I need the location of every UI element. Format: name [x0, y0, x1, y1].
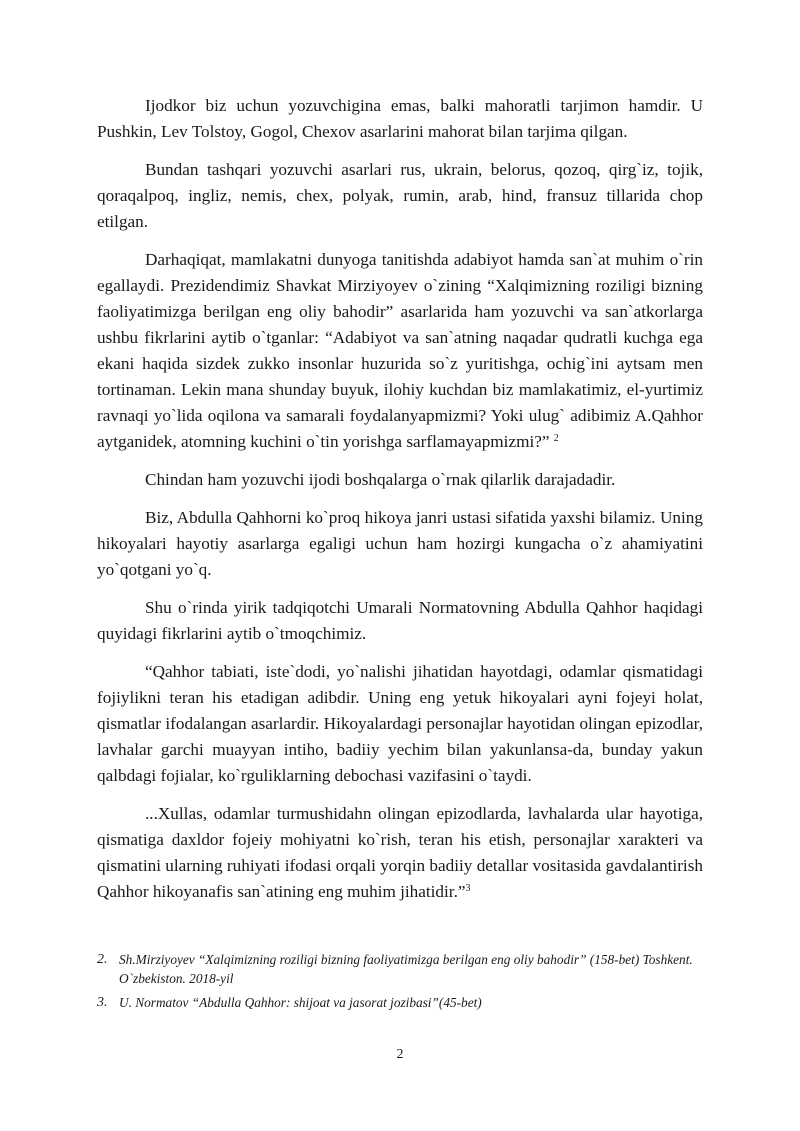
- paragraph: [97, 157, 703, 235]
- paragraph: [97, 93, 703, 145]
- paragraph: [97, 659, 703, 789]
- document-body: [97, 93, 703, 917]
- footnote-text: Sh.Mirziyoyev “Xalqimizning roziligi bizning faoliyatimizga berilgan eng oliy bahodir” (158-bet) Toshkent. O`zbekiston. 2018-yil: [119, 952, 693, 986]
- footnote: [97, 993, 703, 1012]
- footnote-number: 2.: [97, 952, 108, 967]
- paragraph-text: “Qahhor tabiati, iste`dodi, yo`nalishi jihatidan hayotdagi, odamlar qismatidagi fojiylikni teran his etadigan adibdir. Uning eng yetuk hikoyalari ayni fojeyi holat, qismatlar ifodalangan asarlardir. Hikoyalardagi personajlar hayotidan olingan epizodlar, lavhalar garchi muayyan intiho, badiiy yechim bilan yakunlansa-da, bunday yakun qalbdagi fojialar, ko`rguliklarning debochasi vazifasini o`taydi.: [97, 662, 703, 785]
- paragraph-text: ...Xullas, odamlar turmushidahn olingan epizodlarda, lavhalarda ular hayotiga, qismatiga daxldor fojeiy mohiyatni ko`rish, teran his etish, personajlar xarakteri va qismatini ularning ruhiyati ifodasi orqali yorqin badiiy detallar vositasida gavdalantirish Qahhor hikoyanafis san`atining eng muhim jihatidir.”: [97, 804, 703, 901]
- footnote-number: 3.: [97, 995, 108, 1010]
- paragraph: [97, 595, 703, 647]
- page-number: 2: [396, 1047, 404, 1062]
- footnote: [97, 950, 703, 988]
- paragraph-text: Darhaqiqat, mamlakatni dunyoga tanitishda adabiyot hamda san`at muhim o`rin egallaydi. Prezidendimiz Shavkat Mirziyoyev o`zining “Xalqimizning roziligi bizning faoliyatimizga berilgan eng oliy bahodir” asarlarida ham yozuvchi va san`atkorlarga ushbu fikrlarini aytib o`tganlar: “Adabiyot va san`atning naqadar qudratli kuchga ega ekani haqida sizdek zukko insonlar huzurida so`z yuritishga, ochig`ini aytsam men tortinaman. Lekin mana shunday buyuk, ilohiy kuchdan biz mamlakatimiz, el-yurtimiz ravnaqi yo`lida oqilona va samarali foydalanyapmizmi? Yoki ulug` adibimiz A.Qahhor aytganidek, atomning kuchini o`tin yorishga sarflamayapmizmi?”: [97, 250, 703, 451]
- paragraph-text: Ijodkor biz uchun yozuvchigina emas, balki mahoratli tarjimon hamdir. U Pushkin, Lev Tolstoy, Gogol, Chexov asarlarini mahorat bilan tarjima qilgan.: [97, 96, 703, 141]
- footnote-ref: 3: [465, 883, 471, 894]
- paragraph: [97, 505, 703, 583]
- paragraph-text: Bundan tashqari yozuvchi asarlari rus, ukrain, belorus, qozoq, qirg`iz, tojik, qoraqalpoq, ingliz, nemis, chex, polyak, rumin, arab, hind, fransuz tillarida chop etilgan.: [97, 160, 703, 231]
- footnote-ref: 2: [553, 433, 559, 444]
- paragraph-text: Shu o`rinda yirik tadqiqotchi Umarali Normatovning Abdulla Qahhor haqidagi quyidagi fikrlarini aytib o`tmoqchimiz.: [97, 598, 703, 643]
- paragraph-text: Biz, Abdulla Qahhorni ko`proq hikoya janri ustasi sifatida yaxshi bilamiz. Uning hikoyalari hayotiy asarlarga egaligi uchun ham hozirgi kungacha o`z ahamiyatini yo`qotgani yo`q.: [97, 508, 703, 579]
- paragraph-text: Chindan ham yozuvchi ijodi boshqalarga o`rnak qilarlik darajadadir.: [145, 470, 616, 489]
- footnotes: [97, 950, 703, 1017]
- paragraph: [97, 467, 703, 493]
- paragraph: [97, 801, 703, 905]
- footnote-text: U. Normatov “Abdulla Qahhor: shijoat va jasorat jozibasi”(45-bet): [119, 995, 482, 1010]
- paragraph: [97, 247, 703, 455]
